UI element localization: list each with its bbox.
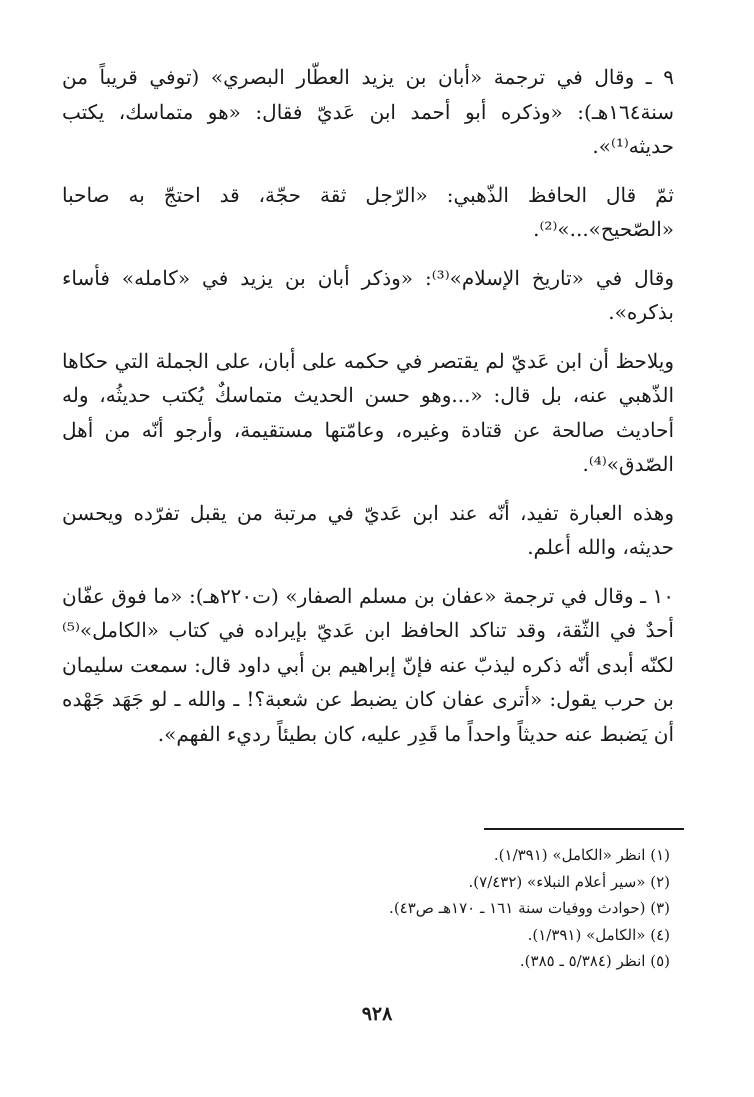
page-number: ٩٢٨ xyxy=(361,1003,393,1025)
footnote-3: (٣) (حوادث ووفيات سنة ١٦١ ـ ١٧٠هـ ص٤٣). xyxy=(389,899,670,917)
footnote-1: (١) انظر «الكامل» (١/٣٩١). xyxy=(493,846,670,864)
paragraph-2: ثمّ قال الحافظ الذّهبي: «الرّجل ثقة حجّة، قد احتجّ به صاحبا «الصّحيح»...»⁽²⁾. xyxy=(62,182,674,241)
footnote-separator xyxy=(484,828,684,830)
paragraph-3: وقال في «تاريخ الإسلام»⁽³⁾: «وذكر أبان بن يزيد في «كامله» فأساء بذكره». xyxy=(62,265,674,324)
footnote-4: (٤) «الكامل» (١/٣٩١). xyxy=(527,925,670,944)
paragraph-1: ٩ ـ وقال في ترجمة «أبان بن يزيد العطّار البصري» (توفي قريباً من سنة١٦٤هـ): «وذكره أبو أحمد ابن عَديّ فقال: «هو متماسك، يكتب حديثه⁽¹⁾». xyxy=(62,65,674,158)
footnote-2: (٢) «سير أعلام النبلاء» (٧/٤٣٢). xyxy=(468,872,670,891)
paragraph-4: ويلاحظ أن ابن عَديّ لم يقتصر في حكمه على أبان، على الجملة التي حكاها الذّهبي عنه، بل قال: «...وهو حسن الحديث متماسكٌ يُكتب حديثُه، وله أحاديث صالحة عن قتادة وغيره، وعامّتها مستقيمة، وأرجو أنّه من أهل الصّدق»⁽⁴⁾. xyxy=(62,348,674,476)
paragraph-6: ١٠ ـ وقال في ترجمة «عفان بن مسلم الصفار» (ت٢٢٠هـ): «ما فوق عفّان أحدٌ في الثّقة، وقد تناكد الحافظ ابن عَديّ بإيراده في كتاب «الكامل»⁽⁵⁾ لكنّه أبدى أنّه ذكره ليذبّ عنه فإنّ إبراهيم بن أبي داود قال: سمعت سليمان بن حرب يقول: «أترى عفان كان يضبط عن شعبة؟! ـ والله ـ لو جَهَد جَهْده أن يَضبط عنه حديثاً واحداً ما قَدِر عليه، كان بطيئاً رديء الفهم». xyxy=(62,583,674,746)
main-text xyxy=(62,60,674,751)
footnote-5: (٥) انظر (٥/٣٨٤ ـ ٣٨٥). xyxy=(519,952,670,970)
paragraph-5: وهذه العبارة تفيد، أنّه عند ابن عَديّ في مرتبة من يقبل تفرّده ويحسن حديثه، والله أعلم. xyxy=(62,500,674,559)
footnotes xyxy=(110,842,670,975)
